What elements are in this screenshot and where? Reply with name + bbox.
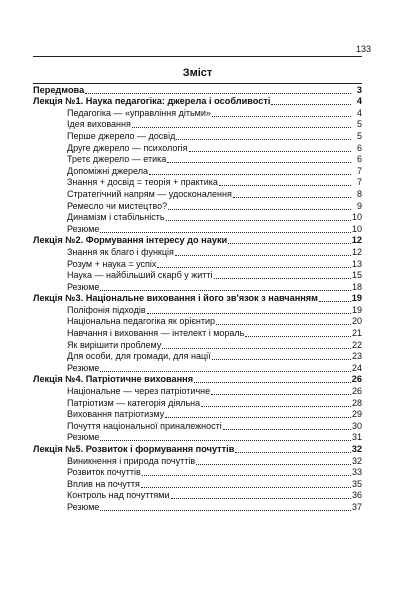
toc-entry-page: 24 bbox=[351, 362, 362, 373]
dot-leader bbox=[162, 348, 351, 349]
toc-entry-title: Розум + наука = успіх bbox=[67, 258, 157, 269]
toc-entry-title: Лекція №1. Наука педагогіка: джерела і особливості bbox=[33, 96, 271, 107]
toc-entry-title: Педагогіка — «управління дітьми» bbox=[67, 107, 211, 118]
toc-entry-page: 37 bbox=[351, 501, 362, 512]
toc-entry-page: 6 bbox=[356, 142, 362, 153]
toc-entry-page: 32 bbox=[351, 444, 362, 454]
toc-chapter-entry bbox=[33, 374, 362, 386]
toc-entry-page: 12 bbox=[351, 235, 362, 246]
toc-entry-title: Вплив на почуття bbox=[67, 478, 140, 489]
toc-entry-title: Динамізм і стабільність bbox=[67, 212, 165, 223]
toc-section-entry bbox=[33, 212, 362, 224]
toc-entry-title: Як вирішити проблему bbox=[67, 339, 162, 350]
toc-entry-page: 23 bbox=[351, 351, 362, 362]
toc-section-entry bbox=[33, 420, 362, 432]
dot-leader bbox=[219, 185, 351, 186]
dot-leader bbox=[214, 278, 351, 279]
toc-entry-page: 35 bbox=[351, 478, 362, 489]
toc-entry-title: Національна педагогіка як орієнтир bbox=[67, 316, 216, 327]
toc-section-entry bbox=[33, 246, 362, 258]
toc-entry-title: Наука — найбільший скарб у житті bbox=[67, 270, 213, 281]
dot-leader bbox=[212, 359, 351, 360]
toc-section-entry bbox=[33, 339, 362, 351]
dot-leader bbox=[245, 336, 351, 337]
toc-entry-title: Резюме bbox=[67, 223, 100, 234]
toc-entry-page: 18 bbox=[351, 281, 362, 292]
toc-entry-title: Знання як благо і функція bbox=[67, 246, 174, 257]
toc-entry-title: Лекція №2. Формування інтересу до науки bbox=[33, 235, 228, 246]
toc-entry-page: 5 bbox=[356, 130, 362, 141]
dot-leader bbox=[175, 255, 351, 256]
toc-entry-page: 28 bbox=[351, 397, 362, 408]
dot-leader bbox=[228, 243, 351, 244]
toc-section-entry bbox=[33, 223, 362, 235]
toc-heading: Зміст bbox=[182, 67, 213, 79]
toc-entry-title: Національне — через патріотичне bbox=[67, 386, 211, 397]
toc-chapter-entry bbox=[33, 235, 362, 247]
toc-entry-title: Резюме bbox=[67, 281, 100, 292]
dot-leader bbox=[212, 116, 351, 117]
toc-section-entry bbox=[33, 385, 362, 397]
dot-leader bbox=[100, 440, 351, 441]
dot-leader bbox=[100, 371, 351, 372]
toc-section-entry bbox=[33, 478, 362, 490]
dot-leader bbox=[165, 417, 351, 418]
toc-section-entry bbox=[33, 177, 362, 189]
toc-entry-page: 7 bbox=[356, 165, 362, 176]
page-number: 133 bbox=[355, 44, 371, 54]
toc-entry-page: 4 bbox=[356, 96, 362, 107]
toc-entry-title: Лекція №3. Національне виховання і його зв'язок з навчанням bbox=[33, 293, 318, 304]
toc-entry-page: 19 bbox=[351, 304, 362, 315]
toc-entry-title: Лекція №4. Патріотичне виховання bbox=[33, 374, 194, 385]
toc-section-entry bbox=[33, 154, 362, 166]
dot-leader bbox=[319, 301, 351, 302]
toc-section-entry bbox=[33, 107, 362, 119]
dot-leader bbox=[85, 93, 351, 94]
toc-entry-page: 12 bbox=[351, 246, 362, 257]
toc-chapter-entry bbox=[33, 293, 362, 305]
header-rule bbox=[33, 56, 362, 57]
dot-leader bbox=[147, 313, 351, 314]
toc-entry-page: 26 bbox=[351, 386, 362, 397]
dot-leader bbox=[141, 487, 351, 488]
toc-entry-title: Контроль над почуттями bbox=[67, 490, 170, 501]
toc-entry-page: 8 bbox=[356, 188, 362, 199]
toc-entry-title: Ремесло чи мистецтво? bbox=[67, 200, 168, 211]
toc-entry-page: 10 bbox=[351, 212, 362, 223]
dot-leader bbox=[196, 464, 351, 465]
dot-leader bbox=[235, 452, 350, 453]
dot-leader bbox=[100, 510, 351, 511]
dot-leader bbox=[142, 475, 351, 476]
dot-leader bbox=[171, 498, 351, 499]
dot-leader bbox=[201, 406, 351, 407]
toc-entry-title: Для особи, для громади, для нації bbox=[67, 351, 211, 362]
dot-leader bbox=[157, 267, 351, 268]
toc-section-entry bbox=[33, 490, 362, 502]
toc-section-entry bbox=[33, 455, 362, 467]
toc-entry-title: Третє джерело — етика bbox=[67, 154, 167, 165]
toc-section-entry bbox=[33, 258, 362, 270]
toc-entry-page: 19 bbox=[351, 293, 362, 304]
toc-entry-page: 30 bbox=[351, 420, 362, 431]
dot-leader bbox=[167, 162, 351, 163]
toc-entry-page: 32 bbox=[351, 455, 362, 466]
dot-leader bbox=[271, 104, 351, 105]
toc-entry-title: Резюме bbox=[67, 432, 100, 443]
toc-entry-page: 22 bbox=[351, 339, 362, 350]
toc-entry-page: 15 bbox=[351, 270, 362, 281]
toc-chapter-entry bbox=[33, 443, 362, 455]
toc-entry-title: Виховання патріотизму bbox=[67, 409, 165, 420]
toc-entry-title: Передмова bbox=[33, 84, 85, 95]
toc-chapter-entry bbox=[33, 83, 362, 96]
toc-entry-page: 7 bbox=[356, 177, 362, 188]
toc-section-entry bbox=[33, 119, 362, 131]
toc-entry-title: Патріотизм — категорія діяльна bbox=[67, 397, 201, 408]
dot-leader bbox=[223, 429, 351, 430]
table-of-contents bbox=[33, 83, 362, 513]
toc-entry-page: 6 bbox=[356, 154, 362, 165]
dot-leader bbox=[168, 209, 351, 210]
toc-entry-title: Друге джерело — психологія bbox=[67, 142, 188, 153]
toc-entry-title: Лекція №5. Розвиток і формування почуттів bbox=[33, 444, 235, 454]
toc-section-entry bbox=[33, 304, 362, 316]
toc-section-entry bbox=[33, 467, 362, 479]
dot-leader bbox=[233, 197, 351, 198]
dot-leader bbox=[189, 151, 351, 152]
toc-section-entry bbox=[33, 281, 362, 293]
dot-leader bbox=[149, 174, 351, 175]
toc-entry-title: Розвиток почуттів bbox=[67, 467, 141, 478]
toc-entry-title: Знання + досвід = теорія + практика bbox=[67, 177, 218, 188]
toc-section-entry bbox=[33, 316, 362, 328]
toc-entry-page: 13 bbox=[351, 258, 362, 269]
dot-leader bbox=[211, 394, 351, 395]
toc-entry-title: Ідея виховання bbox=[67, 119, 131, 130]
dot-leader bbox=[132, 127, 351, 128]
toc-entry-title: Стратегічний напрям — удосконалення bbox=[67, 188, 232, 199]
toc-entry-title: Резюме bbox=[67, 362, 100, 373]
toc-entry-page: 5 bbox=[356, 119, 362, 130]
toc-entry-page: 3 bbox=[356, 84, 362, 95]
toc-entry-title: Перше джерело — досвід bbox=[67, 130, 176, 141]
toc-section-entry bbox=[33, 130, 362, 142]
toc-chapter-entry bbox=[33, 96, 362, 108]
toc-section-entry bbox=[33, 270, 362, 282]
toc-entry-page: 4 bbox=[356, 107, 362, 118]
toc-section-entry bbox=[33, 327, 362, 339]
toc-entry-title: Поліфонія підходів bbox=[67, 304, 146, 315]
toc-entry-title: Навчання і виховання — інтелект і мораль bbox=[67, 328, 245, 339]
toc-section-entry bbox=[33, 397, 362, 409]
dot-leader bbox=[216, 324, 351, 325]
toc-section-entry bbox=[33, 409, 362, 421]
dot-leader bbox=[166, 220, 351, 221]
toc-entry-title: Почуття національної приналежності bbox=[67, 420, 222, 431]
toc-section-entry bbox=[33, 432, 362, 444]
toc-entry-page: 36 bbox=[351, 490, 362, 501]
toc-entry-page: 9 bbox=[356, 200, 362, 211]
toc-entry-page: 21 bbox=[351, 328, 362, 339]
toc-section-entry bbox=[33, 165, 362, 177]
dot-leader bbox=[194, 382, 351, 383]
toc-entry-page: 31 bbox=[351, 432, 362, 443]
toc-entry-page: 33 bbox=[351, 467, 362, 478]
toc-section-entry bbox=[33, 362, 362, 374]
toc-section-entry bbox=[33, 351, 362, 363]
toc-section-entry bbox=[33, 142, 362, 154]
dot-leader bbox=[176, 139, 351, 140]
toc-entry-page: 26 bbox=[351, 374, 362, 385]
toc-section-entry bbox=[33, 501, 362, 513]
toc-entry-page: 20 bbox=[351, 316, 362, 327]
toc-entry-page: 10 bbox=[351, 223, 362, 234]
dot-leader bbox=[100, 290, 351, 291]
toc-section-entry bbox=[33, 188, 362, 200]
dot-leader bbox=[100, 232, 351, 233]
toc-entry-title: Виникнення і природа почуттів bbox=[67, 455, 196, 466]
toc-entry-title: Допоміжні джерела bbox=[67, 165, 149, 176]
toc-entry-title: Резюме bbox=[67, 501, 100, 512]
toc-section-entry bbox=[33, 200, 362, 212]
toc-entry-page: 29 bbox=[351, 409, 362, 420]
